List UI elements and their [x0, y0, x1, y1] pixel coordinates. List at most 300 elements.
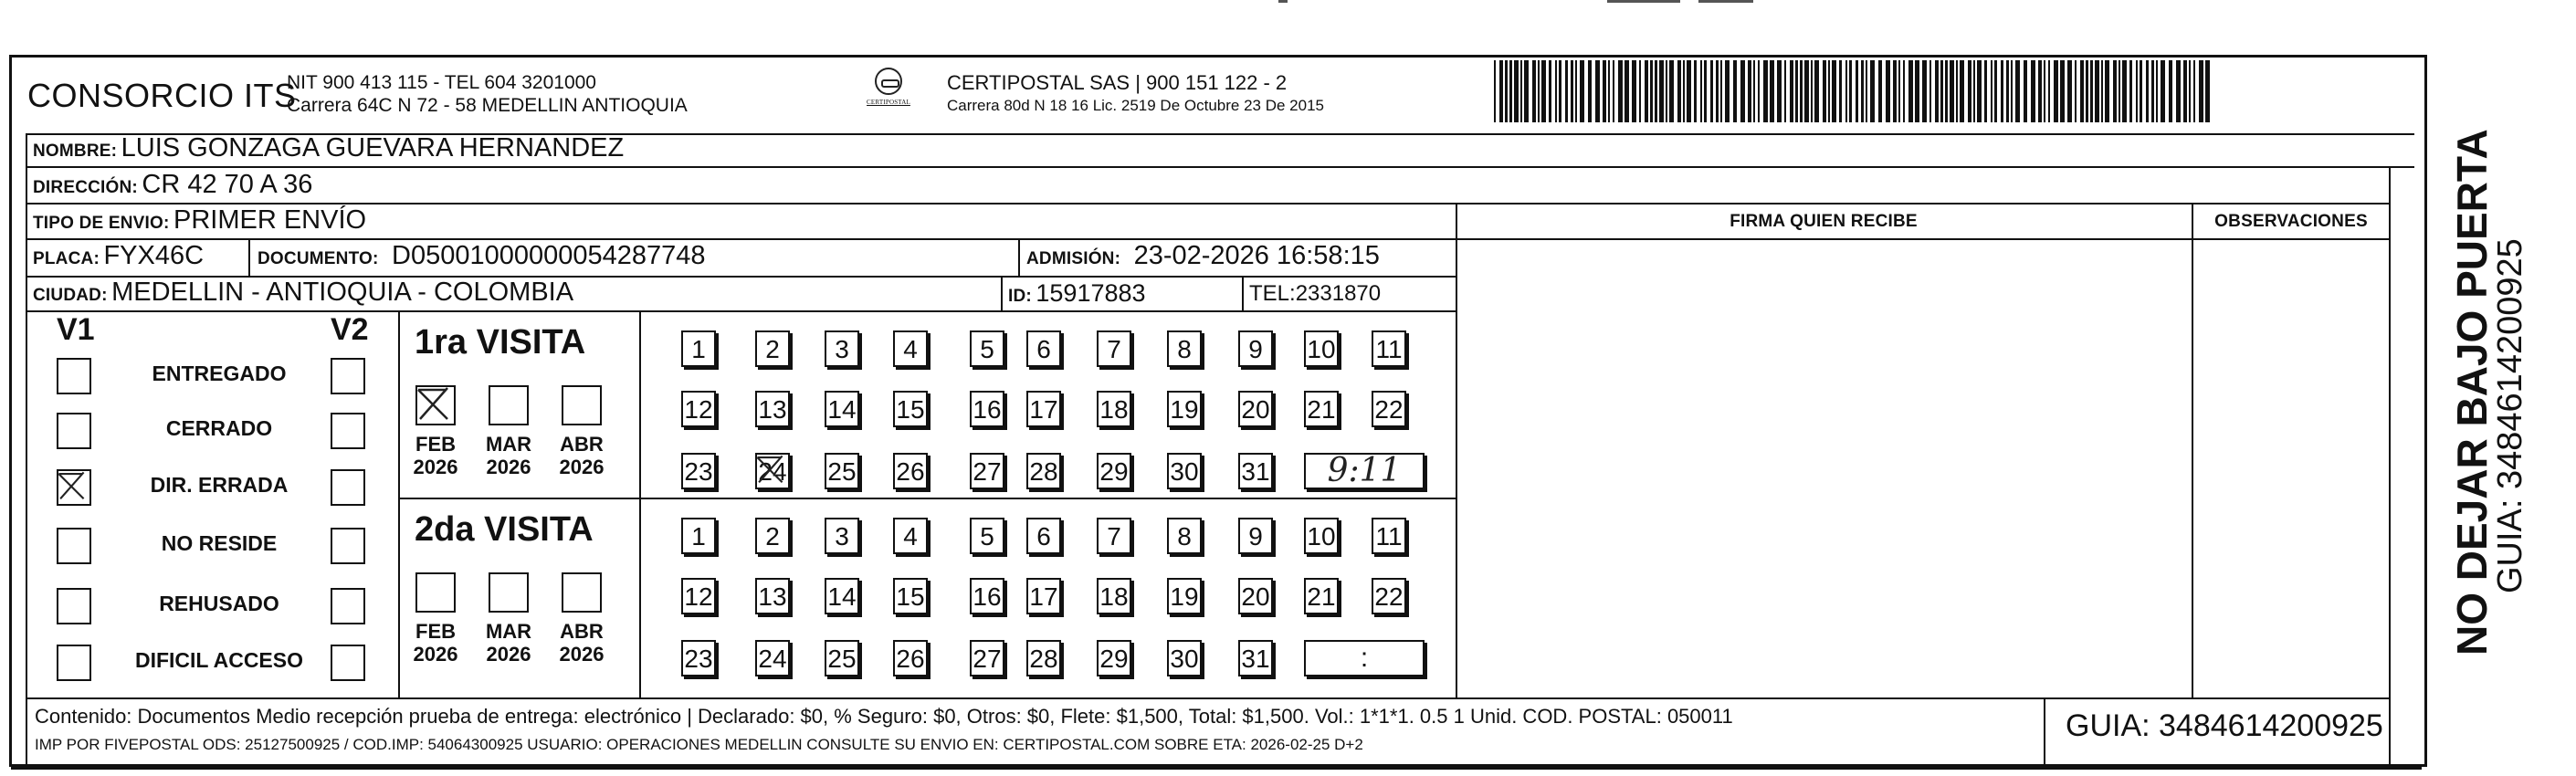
barcode-bar: [2129, 60, 2132, 122]
direccion-row: [33, 170, 312, 200]
tel-value: 2331870: [1295, 281, 1382, 306]
barcode-bar: [1856, 60, 1858, 122]
barcode-bar: [1849, 60, 1852, 122]
day-box[interactable]: 10: [1304, 518, 1339, 554]
barcode-bar: [1532, 60, 1536, 122]
visit-title: 1ra VISITA: [415, 323, 586, 362]
day-box[interactable]: 8: [1167, 518, 1202, 554]
day-box[interactable]: 24: [755, 640, 790, 676]
courier-name: CERTIPOSTAL SAS | 900 151 122 - 2: [947, 71, 1288, 94]
month-year: 2026: [559, 643, 605, 666]
month-name: ABR: [560, 433, 604, 456]
barcode-bar: [1994, 60, 1997, 122]
barcode-bar: [2048, 60, 2050, 122]
day-box[interactable]: 27: [970, 453, 1004, 489]
v2-checkbox[interactable]: [331, 588, 365, 624]
barcode-bar: [2136, 60, 2138, 122]
day-box[interactable]: 30: [1167, 640, 1202, 676]
tel-cell: [1249, 281, 1381, 307]
day-box[interactable]: 25: [825, 640, 859, 676]
day-box[interactable]: 1: [681, 518, 716, 554]
day-box[interactable]: 12: [681, 578, 716, 614]
rule: [1242, 276, 1244, 310]
month-label: [554, 620, 609, 666]
day-box[interactable]: 30: [1167, 453, 1202, 489]
id-value: 15917883: [1036, 279, 1146, 307]
rule: [248, 238, 250, 276]
barcode-bar: [2101, 60, 2103, 122]
barcode-bar: [1977, 60, 1982, 122]
brand-name: CONSORCIO ITS: [27, 77, 297, 114]
barcode-bar: [1541, 60, 1546, 122]
barcode-bar: [1973, 60, 1975, 122]
month-label: [481, 433, 536, 478]
barcode-bar: [1725, 60, 1730, 122]
day-box[interactable]: 6: [1026, 518, 1061, 554]
barcode-bar: [1655, 60, 1657, 122]
barcode-bar: [1555, 60, 1557, 122]
barcode-bar: [1580, 60, 1584, 122]
barcode-bar: [1866, 60, 1867, 122]
scan-artifact: [1278, 0, 1288, 3]
barcode-bar: [1950, 60, 1954, 122]
barcode-bar: [2090, 60, 2093, 122]
nombre-label: NOMBRE:: [33, 142, 118, 161]
barcode-bar: [1588, 60, 1592, 122]
day-box[interactable]: 15: [893, 391, 928, 427]
barcode-bar: [1870, 60, 1875, 122]
firma-header: FIRMA QUIEN RECIBE: [1730, 212, 1918, 231]
rule: [1018, 238, 1020, 276]
day-box[interactable]: 22: [1372, 578, 1406, 614]
barcode-bar: [1839, 60, 1842, 122]
barcode-bar: [1935, 60, 1939, 122]
barcode-bar: [1624, 60, 1629, 122]
visit-time-field[interactable]: :: [1304, 640, 1425, 676]
v1-checkbox[interactable]: [57, 413, 91, 449]
barcode-bar: [2183, 60, 2187, 122]
visit-title: 2da VISITA: [415, 510, 594, 549]
barcode-bar: [2146, 60, 2149, 122]
barcode-bar: [1613, 60, 1614, 122]
day-box[interactable]: 20: [1238, 391, 1273, 427]
day-box[interactable]: 5: [970, 518, 1004, 554]
tipo-envio-row: [33, 205, 366, 236]
barcode-bar: [1915, 60, 1919, 122]
tipo-envio-label: TIPO DE ENVIO:: [33, 214, 170, 233]
barcode-bar: [1575, 60, 1577, 122]
barcode-bar: [2067, 60, 2072, 122]
tipo-envio-value: PRIMER ENVÍO: [173, 205, 367, 235]
day-box[interactable]: 7: [1097, 330, 1131, 367]
month-year: 2026: [413, 456, 458, 478]
month-name: FEB: [415, 433, 456, 456]
day-box[interactable]: 7: [1097, 518, 1131, 554]
barcode-bar: [1694, 60, 1697, 122]
day-box[interactable]: 23: [681, 640, 716, 676]
month-name: MAR: [485, 433, 532, 456]
ciudad-value: MEDELLIN - ANTIOQUIA - COLOMBIA: [111, 278, 574, 307]
documento-cell: [258, 241, 706, 271]
rule: [398, 310, 400, 697]
barcode-bar: [2193, 60, 2195, 122]
barcode-bar: [1832, 60, 1836, 122]
month-year: 2026: [413, 643, 458, 666]
barcode: [1494, 60, 2210, 122]
barcode-bar: [1716, 60, 1719, 122]
day-box[interactable]: 23: [681, 453, 716, 489]
month-year: 2026: [486, 643, 531, 666]
barcode-bar: [1960, 60, 1964, 122]
barcode-bar: [2176, 60, 2181, 122]
day-box[interactable]: 5: [970, 330, 1004, 367]
ciudad-cell: [33, 278, 573, 308]
barcode-bar: [2169, 60, 2172, 122]
day-box[interactable]: 10: [1304, 330, 1339, 367]
barcode-bar: [1639, 60, 1641, 122]
day-box[interactable]: 28: [1026, 453, 1061, 489]
day-box[interactable]: 17: [1026, 391, 1061, 427]
barcode-bar: [2119, 60, 2120, 122]
month-checkbox[interactable]: [562, 385, 602, 425]
barcode-bar: [2205, 60, 2210, 122]
day-box[interactable]: 26: [893, 453, 928, 489]
day-box[interactable]: 3: [825, 330, 859, 367]
admision-value: 23-02-2026 16:58:15: [1133, 241, 1380, 270]
v2-checkbox[interactable]: [331, 358, 365, 394]
rule: [26, 133, 27, 769]
tel-label: TEL:: [1249, 281, 1296, 306]
barcode-bar: [2156, 60, 2158, 122]
day-box[interactable]: 1: [681, 330, 716, 367]
barcode-bar: [1845, 60, 1847, 122]
barcode-bar: [1748, 60, 1751, 122]
day-box[interactable]: 8: [1167, 330, 1202, 367]
barcode-bar: [1677, 60, 1681, 122]
day-box[interactable]: 29: [1097, 453, 1131, 489]
imp-line: IMP POR FIVEPOSTAL ODS: 25127500925 / COD.IMP: 54064300925 USUARIO: OPERACIONES MEDELLIN CONSULTE SU ENVIO EN: CERTIPOSTAL.COM SOBRE ETA: 2026-02-25 D+2: [35, 736, 1363, 753]
rule: [26, 203, 2389, 204]
barcode-bar: [1929, 60, 1931, 122]
month-name: MAR: [485, 620, 532, 643]
barcode-bar: [2151, 60, 2154, 122]
barcode-bar: [2080, 60, 2084, 122]
barcode-bar: [2031, 60, 2035, 122]
barcode-bar: [1505, 60, 1508, 122]
day-box[interactable]: 25: [825, 453, 859, 489]
rule: [2044, 697, 2045, 769]
barcode-bar: [1956, 60, 1958, 122]
courier-address: Carrera 80d N 18 16 Lic. 2519 De Octubre 23 De 2015: [947, 97, 1324, 114]
month-checkbox[interactable]: [562, 572, 602, 613]
day-box[interactable]: 31: [1238, 453, 1273, 489]
barcode-bar: [1740, 60, 1745, 122]
barcode-bar: [1823, 60, 1826, 122]
barcode-bar: [1811, 60, 1813, 122]
rule: [2389, 166, 2391, 769]
month-name: ABR: [560, 620, 604, 643]
day-box[interactable]: 15: [893, 578, 928, 614]
barcode-bar: [1704, 60, 1707, 122]
status-label: ENTREGADO: [152, 362, 287, 385]
day-box[interactable]: 21: [1304, 578, 1339, 614]
bottom-rule: [11, 764, 2422, 770]
visit-time-field[interactable]: 9:11: [1304, 453, 1425, 489]
day-box[interactable]: 9: [1238, 518, 1273, 554]
month-checkbox[interactable]: [415, 572, 456, 613]
day-box[interactable]: 27: [970, 640, 1004, 676]
barcode-bar: [2001, 60, 2003, 122]
barcode-bar: [2044, 60, 2045, 122]
v1-checkbox[interactable]: [57, 469, 91, 506]
barcode-bar: [1940, 60, 1943, 122]
month-year: 2026: [486, 456, 531, 478]
admision-label: ADMISIÓN:: [1026, 249, 1121, 268]
v2-checkbox[interactable]: [331, 645, 365, 681]
barcode-bar: [2075, 60, 2077, 122]
day-box[interactable]: 18: [1097, 578, 1131, 614]
day-box[interactable]: 11: [1372, 518, 1406, 554]
barcode-bar: [2189, 60, 2191, 122]
v2-header: V2: [331, 312, 369, 347]
barcode-bar: [1908, 60, 1913, 122]
month-label: [408, 433, 463, 478]
v1-checkbox[interactable]: [57, 645, 91, 681]
v2-checkbox[interactable]: [331, 528, 365, 564]
documento-label: DOCUMENTO:: [258, 249, 379, 268]
status-label: DIFICIL ACCESO: [134, 648, 303, 672]
barcode-bar: [1795, 60, 1798, 122]
barcode-bar: [1595, 60, 1600, 122]
barcode-bar: [1683, 60, 1685, 122]
barcode-bar: [2122, 60, 2127, 122]
barcode-bar: [1984, 60, 1987, 122]
barcode-bar: [1784, 60, 1786, 122]
rule: [1456, 203, 1457, 697]
admision-cell: [1026, 241, 1380, 271]
day-box[interactable]: 16: [970, 578, 1004, 614]
month-label: [408, 620, 463, 666]
certipostal-logo: [861, 68, 916, 119]
month-label: [481, 620, 536, 666]
month-checkbox[interactable]: [415, 385, 456, 425]
company-nit: NIT 900 413 115 - TEL 604 3201000: [287, 72, 596, 93]
rule: [26, 310, 1456, 312]
barcode-bar: [1777, 60, 1782, 122]
barcode-bar: [2161, 60, 2165, 122]
certipostal-seal-icon: [875, 68, 902, 95]
status-label: REHUSADO: [159, 592, 279, 615]
barcode-bar: [1603, 60, 1606, 122]
rule: [1001, 276, 1003, 310]
barcode-bar: [1878, 60, 1882, 122]
status-label: DIR. ERRADA: [150, 473, 289, 497]
day-box[interactable]: 19: [1167, 578, 1202, 614]
day-box[interactable]: 17: [1026, 578, 1061, 614]
scan-artifact: [1698, 0, 1753, 3]
barcode-bar: [1645, 60, 1648, 122]
barcode-bar: [1753, 60, 1755, 122]
barcode-bar: [1770, 60, 1774, 122]
day-box[interactable]: 19: [1167, 391, 1202, 427]
documento-value: D05001000000054287748: [392, 241, 706, 270]
direccion-value: CR 42 70 A 36: [142, 170, 313, 199]
barcode-bar: [2054, 60, 2058, 122]
day-box[interactable]: 31: [1238, 640, 1273, 676]
day-box[interactable]: 14: [825, 391, 859, 427]
placa-value: FYX46C: [103, 241, 205, 270]
ciudad-label: CIUDAD:: [33, 286, 108, 305]
month-name: FEB: [415, 620, 456, 643]
rule: [398, 498, 1456, 499]
contenido-line: Contenido: Documentos Medio recepción prueba de entrega: electrónico | Declarado: $0, % Seguro: $0, Otros: $0, Flete: $1,500, Total: $1,500. Vol.: 1*1*1. 0.5 1 Unid. COD. POSTAL: 050011: [35, 705, 1733, 728]
barcode-bar: [1710, 60, 1713, 122]
barcode-bar: [1733, 60, 1737, 122]
day-box[interactable]: 18: [1097, 391, 1131, 427]
barcode-bar: [1991, 60, 1992, 122]
barcode-bar: [1608, 60, 1610, 122]
month-year: 2026: [559, 456, 605, 478]
barcode-bar: [1632, 60, 1636, 122]
company-contact: [287, 71, 688, 117]
barcode-bar: [1559, 60, 1561, 122]
barcode-bar: [1886, 60, 1890, 122]
barcode-bar: [1700, 60, 1702, 122]
barcode-bar: [2011, 60, 2013, 122]
day-box[interactable]: 4: [893, 518, 928, 554]
status-label: CERRADO: [165, 416, 273, 440]
direccion-label: DIRECCIÓN:: [33, 178, 138, 197]
day-box[interactable]: 28: [1026, 640, 1061, 676]
v1-checkbox[interactable]: [57, 528, 91, 564]
v1-checkbox[interactable]: [57, 358, 91, 394]
barcode-bar: [1898, 60, 1900, 122]
barcode-bar: [1659, 60, 1664, 122]
barcode-bar: [1669, 60, 1674, 122]
v1-header: V1: [57, 312, 95, 347]
day-box[interactable]: 2: [755, 518, 790, 554]
placa-label: PLACA:: [33, 249, 100, 268]
barcode-bar: [1828, 60, 1830, 122]
side-guia: GUIA: 3484614200925: [2491, 238, 2529, 593]
barcode-bar: [1763, 60, 1768, 122]
barcode-bar: [2095, 60, 2099, 122]
observaciones-header: OBSERVACIONES: [2214, 212, 2368, 231]
barcode-bar: [1538, 60, 1540, 122]
day-box[interactable]: 4: [893, 330, 928, 367]
month-checkbox[interactable]: [489, 385, 529, 425]
barcode-bar: [1814, 60, 1819, 122]
barcode-bar: [1861, 60, 1864, 122]
id-label: ID:: [1008, 287, 1032, 306]
barcode-bar: [1893, 60, 1897, 122]
side-warning: NO DEJAR BAJO PUERTA: [2448, 129, 2496, 655]
barcode-bar: [1571, 60, 1573, 122]
day-box[interactable]: 22: [1372, 391, 1406, 427]
barcode-bar: [2140, 60, 2142, 122]
barcode-bar: [1800, 60, 1803, 122]
day-box[interactable]: 11: [1372, 330, 1406, 367]
nombre-value: LUIS GONZAGA GUEVARA HERNANDEZ: [121, 133, 625, 163]
barcode-bar: [2024, 60, 2027, 122]
day-box[interactable]: 24: [755, 453, 790, 489]
barcode-bar: [1499, 60, 1503, 122]
day-box[interactable]: 2: [755, 330, 790, 367]
footer-guia: GUIA: 3484614200925: [2066, 708, 2383, 743]
barcode-bar: [1524, 60, 1529, 122]
rule: [639, 310, 641, 697]
day-box[interactable]: 9: [1238, 330, 1273, 367]
barcode-bar: [1903, 60, 1905, 122]
side-panel: [2429, 129, 2539, 666]
barcode-bar: [1790, 60, 1793, 122]
day-box[interactable]: 26: [893, 640, 928, 676]
barcode-bar: [1922, 60, 1927, 122]
day-box[interactable]: 3: [825, 518, 859, 554]
day-box[interactable]: 14: [825, 578, 859, 614]
scan-artifact: [1607, 0, 1680, 3]
day-box[interactable]: 13: [755, 391, 790, 427]
nombre-row: [33, 133, 624, 163]
rule: [26, 238, 2389, 240]
barcode-bar: [1494, 60, 1496, 122]
barcode-bar: [1720, 60, 1722, 122]
barcode-bar: [1650, 60, 1653, 122]
barcode-bar: [1666, 60, 1667, 122]
barcode-bar: [2113, 60, 2117, 122]
barcode-bar: [1565, 60, 1568, 122]
v2-checkbox[interactable]: [331, 469, 365, 506]
id-cell: [1008, 279, 1146, 308]
day-box[interactable]: 6: [1026, 330, 1061, 367]
rule: [2192, 203, 2193, 697]
barcode-bar: [1618, 60, 1623, 122]
barcode-bar: [1687, 60, 1691, 122]
day-box[interactable]: 29: [1097, 640, 1131, 676]
day-box[interactable]: 20: [1238, 578, 1273, 614]
month-label: [554, 433, 609, 478]
rule: [26, 697, 2389, 699]
barcode-bar: [2086, 60, 2088, 122]
barcode-bar: [2105, 60, 2109, 122]
barcode-bar: [1549, 60, 1551, 122]
barcode-bar: [2015, 60, 2020, 122]
company-address: Carrera 64C N 72 - 58 MEDELLIN ANTIOQUIA: [287, 95, 688, 116]
day-box[interactable]: 16: [970, 391, 1004, 427]
barcode-bar: [1509, 60, 1512, 122]
barcode-bar: [2199, 60, 2203, 122]
barcode-bar: [2038, 60, 2042, 122]
day-box[interactable]: 21: [1304, 391, 1339, 427]
certipostal-logo-text: CERTIPOSTAL: [867, 99, 910, 106]
status-label: NO RESIDE: [161, 531, 278, 555]
barcode-bar: [1514, 60, 1519, 122]
placa-cell: [33, 241, 204, 271]
barcode-bar: [1804, 60, 1809, 122]
courier-info: [947, 71, 1324, 117]
v1-checkbox[interactable]: [57, 588, 91, 624]
day-box[interactable]: 12: [681, 391, 716, 427]
month-checkbox[interactable]: [489, 572, 529, 613]
day-box[interactable]: 13: [755, 578, 790, 614]
v2-checkbox[interactable]: [331, 413, 365, 449]
barcode-bar: [2060, 60, 2065, 122]
barcode-bar: [2006, 60, 2009, 122]
barcode-bar: [1945, 60, 1948, 122]
barcode-bar: [1758, 60, 1760, 122]
barcode-bar: [1968, 60, 1971, 122]
rule: [26, 166, 2414, 168]
